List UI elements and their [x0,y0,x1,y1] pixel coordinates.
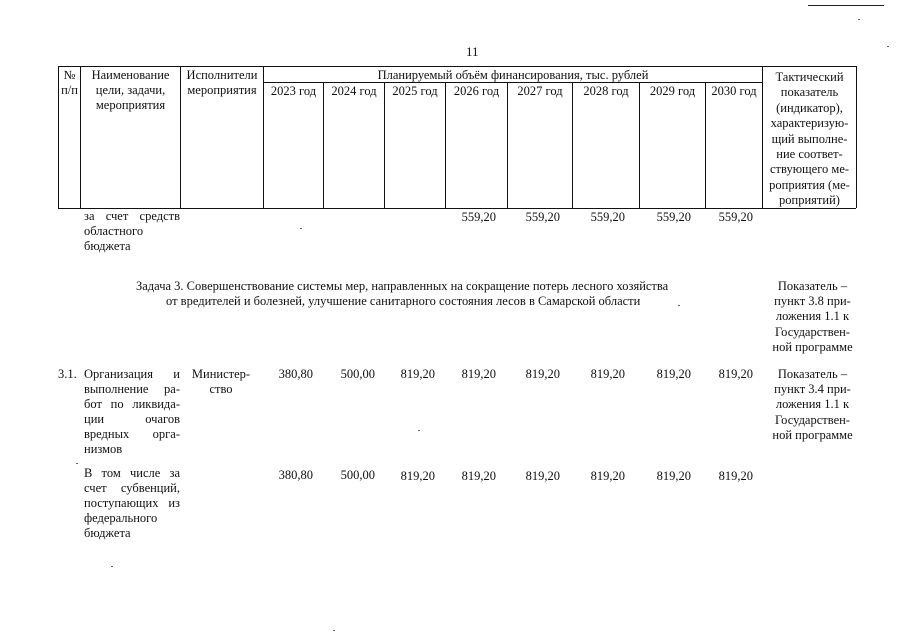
value-2027: 819,20 [525,469,560,483]
header-year-2029: 2029 год [649,84,696,98]
task-title-line2: от вредителей и болезней, улучшение санитарного состояния лесов в Самарской области [166,294,641,308]
value-2024: 500,00 [340,468,375,482]
value-2029: 819,20 [656,367,691,381]
top-rule [808,5,884,6]
row-name: Организация и выполнение ра-бот по ликвида-ции очагов вредных орга-низмов [84,367,180,456]
header-year-2028: 2028 год [583,84,629,98]
header-year-2026: 2026 год [453,84,500,98]
page-number: 11 [466,44,479,59]
value-2027: 559,20 [525,210,560,224]
row-label: В том числе за счет субвенций, поступающих из федерального бюджета [84,466,180,540]
value-2025: 819,20 [400,367,435,381]
value-2023: 380,80 [278,367,313,381]
value-2028: 819,20 [590,367,625,381]
value-2026: 559,20 [461,210,496,224]
header-col-funding: Планируемый объём финансирования, тыс. рублей [377,68,649,82]
value-2023: 380,80 [278,468,313,482]
task-title-line1: Задача 3. Совершенствование системы мер, направленных на сокращение потерь лесного хозяйства [136,279,669,293]
row-indicator: Показатель – пункт 3.4 при-ложения 1.1 к Государствен-ной программе [772,367,853,442]
header-year-2025: 2025 год [392,84,438,98]
value-2030: 559,20 [718,210,753,224]
value-2029: 559,20 [656,210,691,224]
value-2028: 819,20 [590,469,625,483]
value-2026: 819,20 [461,367,496,381]
header-col-indicator: Тактический показатель (индикатор), характеризую-щий выполне-ние соответ-ствующего ме-роприятия (ме-роприятий) [769,70,850,208]
value-2029: 819,20 [656,469,691,483]
value-2030: 819,20 [718,367,753,381]
row-label: за счет средств областного бюджета [84,209,180,253]
value-2027: 819,20 [525,367,560,381]
header-col-name: Наименование цели, задачи, мероприятия [91,68,170,112]
value-2030: 819,20 [718,469,753,483]
header-col-no: № п/п [61,68,78,97]
value-2026: 819,20 [461,469,496,483]
value-2024: 500,00 [340,367,375,381]
header-year-2030: 2030 год [711,84,757,98]
header-col-executor: Исполнители мероприятия [186,68,258,97]
header-year-2023: 2023 год [270,84,317,98]
value-2025: 819,20 [400,469,435,483]
header-year-2027: 2027 год [517,84,563,98]
row-number: 3.1. [58,367,77,381]
task-indicator: Показатель – пункт 3.8 при-ложения 1.1 к Государствен-ной программе [772,279,853,354]
row-executor: Министер-ство [191,367,251,396]
value-2028: 559,20 [590,210,625,224]
header-year-2024: 2024 год [331,84,377,98]
